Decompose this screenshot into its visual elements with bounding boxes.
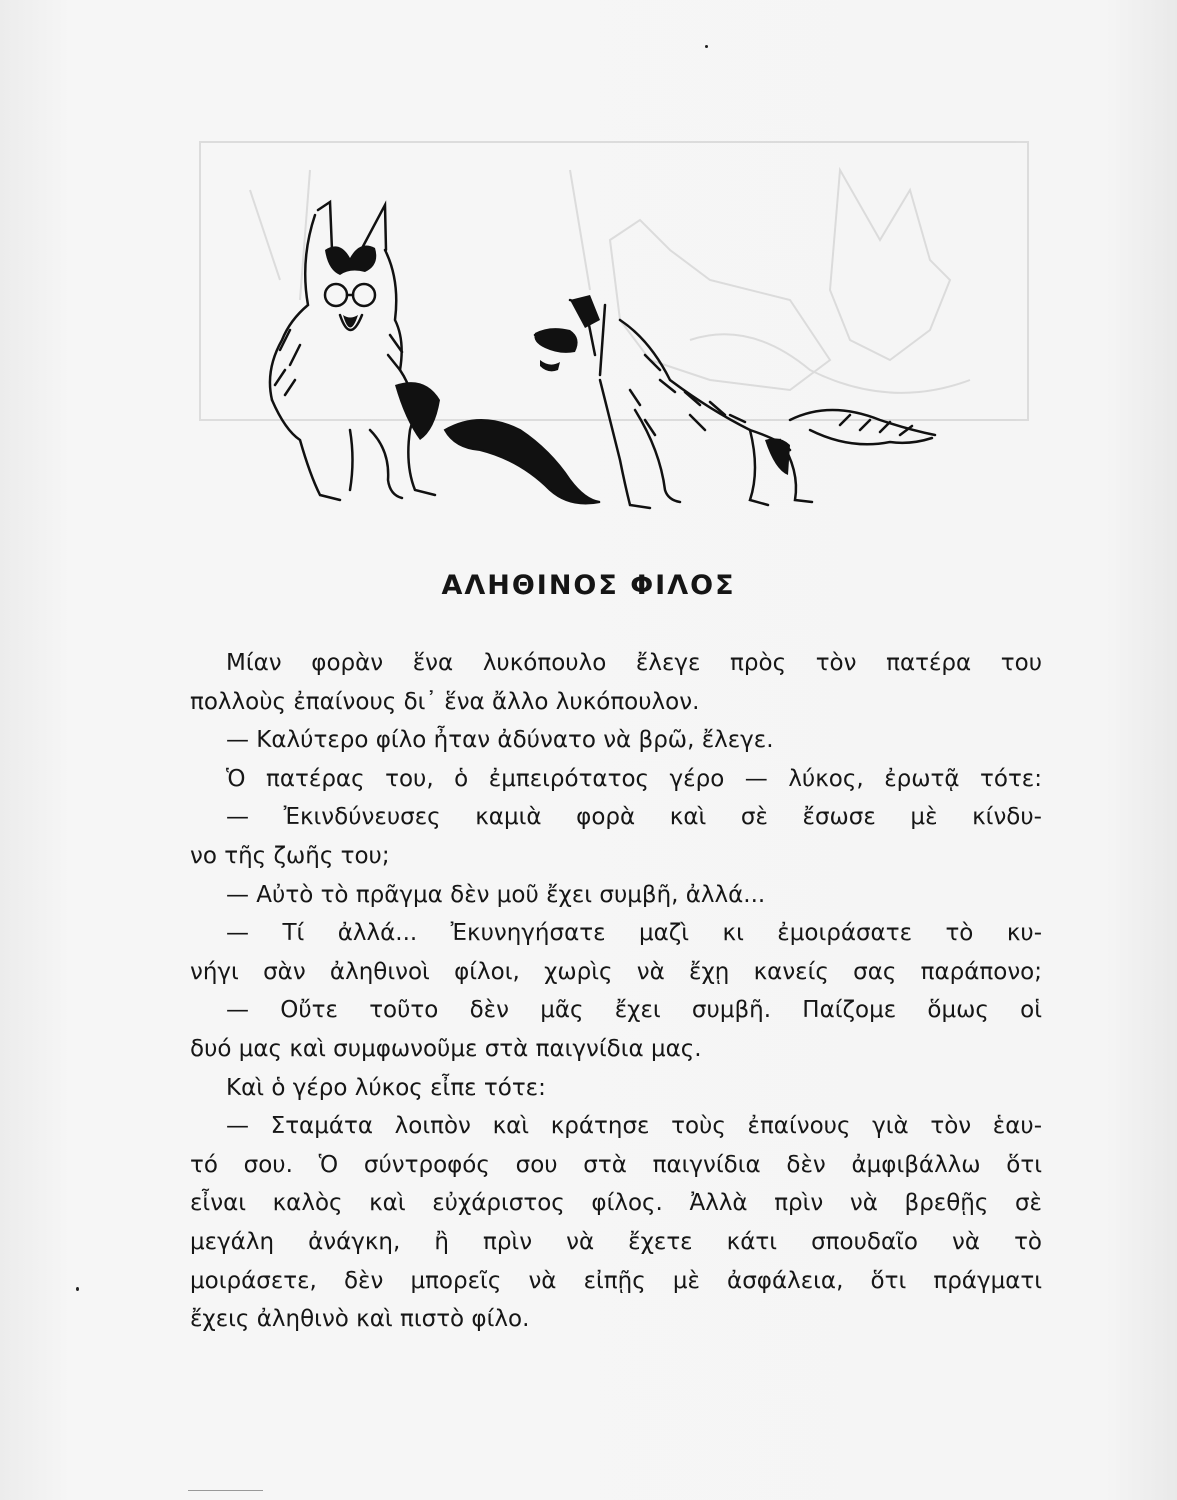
story-title: ΑΛΗΘΙΝΟΣ ΦΙΛΟΣ [441, 570, 736, 601]
text-line: εἶναι καλὸς καὶ εὐχάριστος φίλος. Ἀλλὰ πρὶν νὰ βρεθῇς σὲ [190, 1190, 1042, 1217]
text-line: νο τῆς ζωῆς του; [190, 842, 390, 869]
left-wolf-with-glasses [270, 202, 435, 500]
story-body [190, 644, 1042, 1339]
text-line: Μίαν φορὰν ἕνα λυκόπουλο ἔλεγε πρὸς τὸν πατέρα του [226, 650, 1042, 676]
left-wolf-dark-markings [325, 246, 440, 440]
bottom-rule [188, 1490, 263, 1491]
two-wolves-illustration [190, 130, 1040, 520]
text-line: μοιράσετε, δὲν μπορεῖς νὰ εἰπῇς μὲ ἀσφάλεια, ὅτι πράγματι [190, 1267, 1042, 1294]
text-line: — Τί ἀλλά... Ἐκυνηγήσατε μαζὶ κι ἐμοιράσατε τὸ κυ- [226, 920, 1042, 947]
show-through-illustration [200, 142, 1028, 420]
text-line: τό σου. Ὁ σύντροφός σου στὰ παιγνίδια δὲν ἀμφιβάλλω ὅτι [190, 1151, 1042, 1178]
text-line: — Καλύτερο φίλο ἦταν ἀδύνατο νὰ βρῶ, ἔλεγε. [226, 727, 774, 754]
ink-speck [76, 1287, 79, 1291]
text-line: Ὁ πατέρας του, ὁ ἐμπειρότατος γέρο — λύκος, ἐρωτᾷ τότε: [226, 765, 1042, 792]
text-line: ἔχεις ἀληθινὸ καὶ πιστὸ φίλο. [190, 1306, 530, 1333]
text-line: Καὶ ὁ γέρο λύκος εἶπε τότε: [226, 1074, 546, 1101]
text-line: — Αὐτὸ τὸ πρᾶγμα δὲν μοῦ ἔχει συμβῆ, ἀλλά... [226, 881, 766, 908]
text-line: — Σταμάτα λοιπὸν καὶ κράτησε τοὺς ἐπαίνους γιὰ τὸν ἑαυ- [226, 1113, 1042, 1140]
ink-speck [705, 45, 708, 48]
text-line: — Οὔτε τοῦτο δὲν μᾶς ἔχει συμβῆ. Παίζομε ὅμως οἱ [226, 997, 1042, 1024]
left-wolf-tail [445, 420, 600, 504]
text-line: πολλοὺς ἐπαίνους δι᾽ ἕνα ἄλλο λυκόπουλον. [190, 688, 700, 715]
text-line: μεγάλη ἀνάγκη, ἢ πρὶν νὰ ἔχετε κάτι σπουδαῖο νὰ τὸ [190, 1228, 1042, 1255]
text-line: — Ἐκινδύνευσες καμιὰ φορὰ καὶ σὲ ἔσωσε μὲ κίνδυ- [226, 804, 1042, 831]
text-line: νήγι σὰν ἀληθινοὶ φίλοι, χωρὶς νὰ ἔχῃ κανείς σας παράπονο; [190, 958, 1042, 985]
text-line: δυό μας καὶ συμφωνοῦμε στὰ παιγνίδια μας. [190, 1035, 702, 1062]
right-wolf [535, 300, 935, 508]
